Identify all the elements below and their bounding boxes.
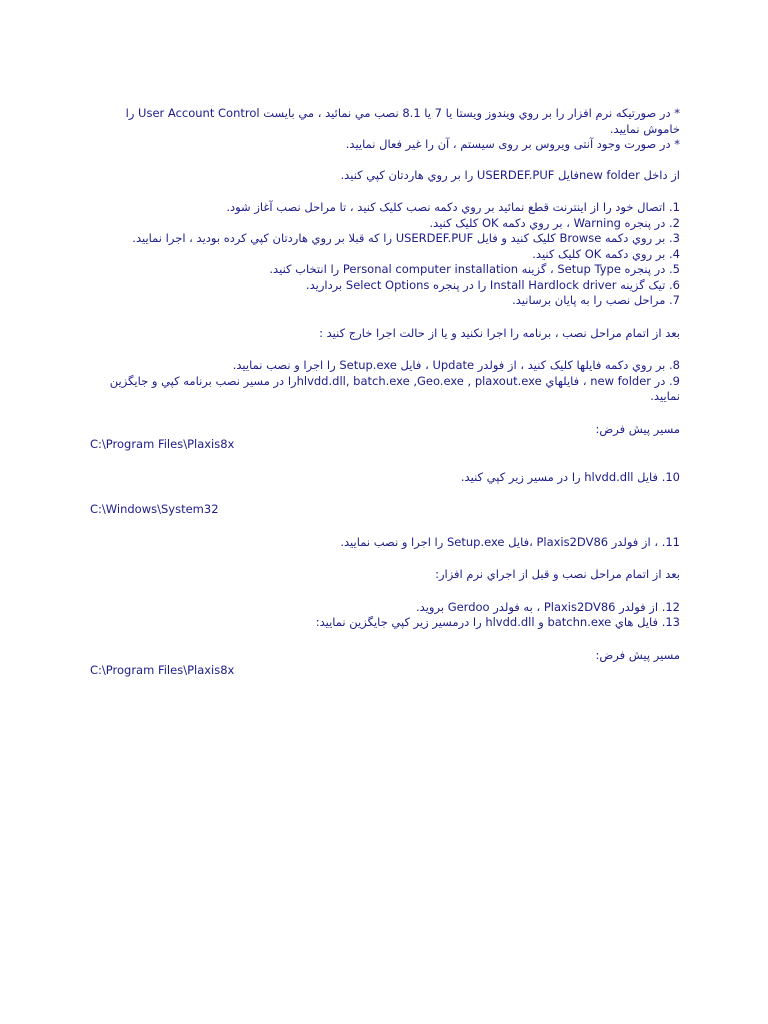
step-6: 6. تيک گزينه Install Hardlock driver را در پنجره Select Options برداريد. <box>305 277 680 292</box>
step-3: 3. بر روي دکمه Browse کليک کنيد و فايل USERDEF.PUF را که قبلا بر روي هاردتان کپي کرده بوديد ، اجرا نماييد. <box>132 231 680 245</box>
intro-copy-userdef: از داخل new folderفايل USERDEF.PUF را بر روي هاردتان کپي کنيد. <box>340 167 680 182</box>
step-5: 5. در پنجره Setup Type ، گزينه Personal computer installation را انتخاب کنيد. <box>269 262 680 276</box>
step-10: 10. فايل hlvdd.dll را در مسير زير کپي کنيد. <box>460 469 680 484</box>
after-install-heading-1: بعد از اتمام مراحل نصب ، برنامه را اجرا نکنيد و يا از حالت اجرا خارج کنيد : <box>319 325 680 340</box>
default-path-label-1: مسير پيش فرض: <box>595 421 680 436</box>
after-install-heading-2: بعد از اتمام مراحل نصب و قبل از اجراي نرم افزار: <box>435 567 680 581</box>
default-path-label-2: مسير پيش فرض: <box>595 647 680 662</box>
step-11: 11. ، از فولدر Plaxis2DV86 ،فايل Setup.exe را اجرا و نصب نماييد. <box>340 534 680 549</box>
step-1: 1. اتصال خود را از اينترنت قطع نمائيد بر روي دکمه نصب کليک کنيد ، تا مراحل نصب آغاز شود. <box>226 200 680 214</box>
step-2: 2. در پنجره Warning ، بر روي دکمه OK کليک کنيد. <box>429 215 680 230</box>
steps-list-c <box>90 600 680 631</box>
step-9: 9. در new folder ، فايلهاي hlvdd.dll, batch.exe ,Geo.exe , plaxout.exeرا در مسير نصب برنامه کپي و جايگزين نماييد. <box>109 373 680 403</box>
step-8: 8. بر روي دکمه فايلها کليک کنيد ، از فولدر Update ، فايل Setup.exe را اجرا و نصب نماييد. <box>232 358 680 372</box>
step-13: 13. فايل هاي batchn.exe و hlvdd.dll را درمسير زير کپي جايگزين نماييد: <box>315 615 680 629</box>
step-12: 12. از فولدر Plaxis2DV86 ، به فولدر Gerdoo برويد. <box>416 599 680 614</box>
document-body <box>90 106 680 679</box>
steps-list-a <box>90 200 680 309</box>
step-4: 4. بر روي دکمه OK کليک کنيد. <box>532 246 680 261</box>
path-program-files-1: C:\Program Files\Plaxis8x <box>90 437 235 451</box>
note-antivirus: * در صورت وجود آنتی ويروس بر روی سيستم ، آن را غير فعال نماييد. <box>345 137 680 151</box>
path-program-files-2: C:\Program Files\Plaxis8x <box>90 663 235 677</box>
steps-list-b <box>90 358 680 405</box>
note-uac: * در صورتيکه نرم افزار را بر روي ويندوز ويستا يا 7 يا 8.1 نصب مي نمائيد ، مي بايست User Account Control را خاموش نماييد. <box>125 106 680 136</box>
step-7: 7. مراحل نصب را به پايان برسانيد. <box>512 293 680 307</box>
path-system32: C:\Windows\System32 <box>90 502 219 516</box>
